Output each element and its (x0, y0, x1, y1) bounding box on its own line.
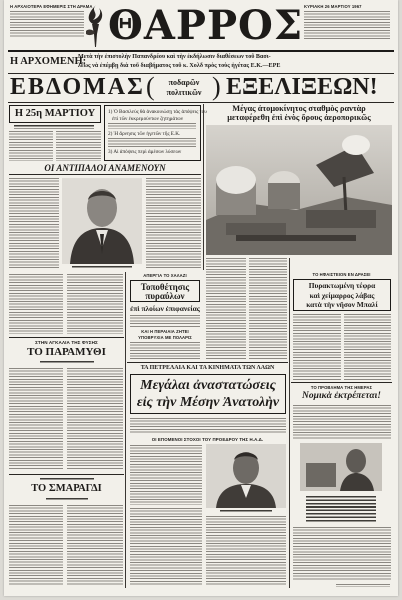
rivals-section-title: ΟΙ ΑΝΤΙΠΑΛΟΙ ΑΝΑΜΕΝΟΥΝ (44, 163, 166, 173)
section-rule (9, 174, 201, 175)
body-text-block (293, 314, 341, 380)
volcano-headline-line3: κατὰ τὴν νῆσον Μπαλί (306, 300, 378, 309)
masthead-right-info (304, 11, 390, 39)
byline (46, 498, 88, 501)
body-text-block (293, 405, 391, 439)
body-text-block (56, 131, 101, 161)
volcano-headline-line1: Πυρακτωμένη τέφρα (308, 281, 376, 290)
masthead-rule (8, 50, 394, 52)
masthead-left-note: Η ΑΡΧΑΙΟΤΕΡΑ ΕΦΗΜΕΡΙΣ ΣΤΗ ΔΡΑΜΑ (10, 4, 93, 9)
point-item: 1) Ὁ Βασιλεὺς θὰ ἀνακοινώσῃ τὰς ἀπόψεις του (108, 109, 207, 115)
torch-icon (80, 3, 110, 49)
printer-imprint (336, 584, 390, 587)
missiles-note-line1: ΚΑΙ Η ΠΕΡΑΙΑΙΑ ΖΗΤΕΙ (141, 329, 189, 334)
mideast-headline-box (130, 374, 286, 414)
mideast-kicker: ΤΑ ΠΕΤΡΕΛΑΙΑ ΚΑΙ ΤΑ ΚΙΝΗΜΑΤΑ ΤΩΝ ΛΑΩΝ (140, 365, 275, 371)
missiles-headline-line1: Τοποθέτησις (140, 282, 190, 292)
body-text-block (130, 418, 286, 434)
paren-bottom-text: πολιτικῶν (166, 88, 202, 97)
section-rule (291, 382, 392, 383)
missiles-headline-box (130, 280, 200, 302)
body-text-block (9, 131, 53, 161)
body-text-block (67, 274, 123, 334)
politician-portrait (62, 178, 142, 264)
body-text-block (9, 505, 63, 585)
body-text-block (130, 315, 200, 327)
body-text-block (130, 342, 200, 359)
newspaper-title: ΘΑΡΡΟΣ (108, 2, 304, 49)
lead-deck-line1: Μετὰ τὴν ἐπιστολὴν Παπανδρέου καὶ τὴν ἐκδήλωσιν διαθέσεων τοῦ Βασι- (78, 54, 271, 60)
headline-rule (8, 102, 394, 103)
story-kicker (40, 478, 94, 481)
body-text-block (249, 258, 287, 360)
body-text-block (130, 445, 202, 505)
body-text-block (108, 123, 196, 129)
body-text-block (130, 508, 202, 585)
section-rule (127, 362, 288, 363)
missiles-kicker: ΑΠΕΡΓΙΑ ΤΟ ΧΑΛΑΖΙ (143, 273, 187, 278)
masthead-left-info (10, 11, 84, 37)
close-paren-glyph: ) (212, 72, 221, 101)
problem-kicker: ΤΟ ΠΡΟΒΛΗΜΑ ΤΗΣ ΗΜΕΡΑΣ (310, 385, 373, 390)
photo-caption (220, 510, 272, 513)
section-rule (9, 474, 124, 475)
point-item: ἐπὶ τῶν ἐκκρεμούντων ζητημάτων (112, 116, 184, 122)
headline-left: ΕΒΔΟΜΑΣ (10, 74, 145, 100)
body-text-block (108, 138, 196, 147)
body-text-block (344, 314, 391, 380)
point-item: 2) Ἡ ἄρνησις τῶν ἡγετῶν τῆς Ε.Κ. (108, 131, 181, 137)
byline (40, 361, 94, 364)
problem-headline: Νομικὰ ἐκτρέπεται! (302, 391, 381, 401)
headline-right: ΕΞΕΛΙΞΕΩΝ! (226, 74, 378, 100)
body-text-block (9, 178, 59, 268)
body-text-block (293, 527, 391, 581)
tale-title: ΤΟ ΠΑΡΑΜΥΘΙ (27, 346, 106, 358)
volcano-headline-line2: καὶ χείμαρρος λάβας (309, 290, 375, 300)
column-rule (203, 104, 204, 270)
mideast-headline-line2: εἰς τὴν Μέσην Ἀνατολὴν (136, 395, 280, 410)
issue-date: ΚΥΡΙΑΚΗ 26 ΜΑΡΤΙΟΥ 1967 (304, 4, 362, 9)
missiles-note-line2: ΥΠΟΒΡΥΧΙΑ ΜΕ ΠΟΛΑΡΙΣ (138, 335, 192, 340)
body-text-block (206, 258, 246, 360)
story-title: ΤΟ ΣΜΑΡΑΓΔΙ (31, 483, 102, 494)
date-box-title: Η 25η ΜΑΡΤΙΟΥ (14, 108, 96, 119)
open-paren-glyph: ( (146, 72, 155, 101)
body-text-block (146, 178, 201, 268)
volcano-kicker: ΤΟ ΗΦΑΙΣΤΕΙΟΝ ΕΝ ΔΡΑΣΕΙ (312, 272, 371, 277)
missiles-subhead: ἐπὶ πλοίων ἐπιφανείας (130, 304, 200, 313)
column-rule (125, 272, 126, 588)
body-text-block (9, 368, 63, 470)
tale-kicker: ΣΤΗΝ ΑΓΚΑΛΙΑ ΤΗΣ ΦΥΣΗΣ (35, 340, 98, 345)
byline (14, 125, 94, 129)
lead-deck-line2: λέως νὰ ἐπέμβῃ διὰ τοῦ διαβήματος τοῦ κ. Χολδ πρὸς τοὺς ἡγέτας Ε.Κ.—ΕΡΕ (78, 63, 281, 69)
body-text-block (67, 505, 123, 585)
article-headline-text (306, 496, 376, 522)
missiles-headline-line2: πυραύλων (145, 291, 185, 301)
date-box (9, 105, 101, 123)
mideast-subhead: ΟΙ ΕΠΟΜΕΝΟΙ ΣΤΟΧΟΙ ΤΟΥ ΠΡΟΕΔΡΟΥ ΤΗΣ Η.Α.Δ. (151, 437, 264, 442)
paren-top-text: ποδαρῶν (168, 78, 200, 87)
radar-headline-line1: Μέγας ἀτομοκίνητος σταθμὸς ραντὰρ (232, 104, 366, 113)
points-box (104, 105, 207, 161)
mideast-headline-line1: Μεγάλαι ἀναστατώσεις (140, 378, 276, 393)
photo-caption (72, 266, 132, 269)
body-text-block (206, 516, 286, 585)
lead-kicker: Η ΑΡΧΟΜΕΝΗ: (10, 56, 87, 67)
body-text-block (67, 368, 123, 470)
point-item: 3) Αἱ ἀπόψεις περὶ ἀμέσων λύσεων (108, 149, 182, 155)
article-photo (300, 443, 382, 491)
section-rule (9, 337, 124, 338)
headline-parenthesis (146, 72, 222, 101)
nasser-portrait (206, 444, 286, 508)
radar-headline-line2: μεταφέρεθη ἐπὶ ἑνὸς ὄρους ἀεροπορικῶς (227, 113, 371, 122)
body-text-block (9, 274, 63, 334)
column-rule (289, 258, 290, 588)
volcano-headline-box (293, 279, 391, 311)
radar-station-photo (206, 125, 392, 255)
